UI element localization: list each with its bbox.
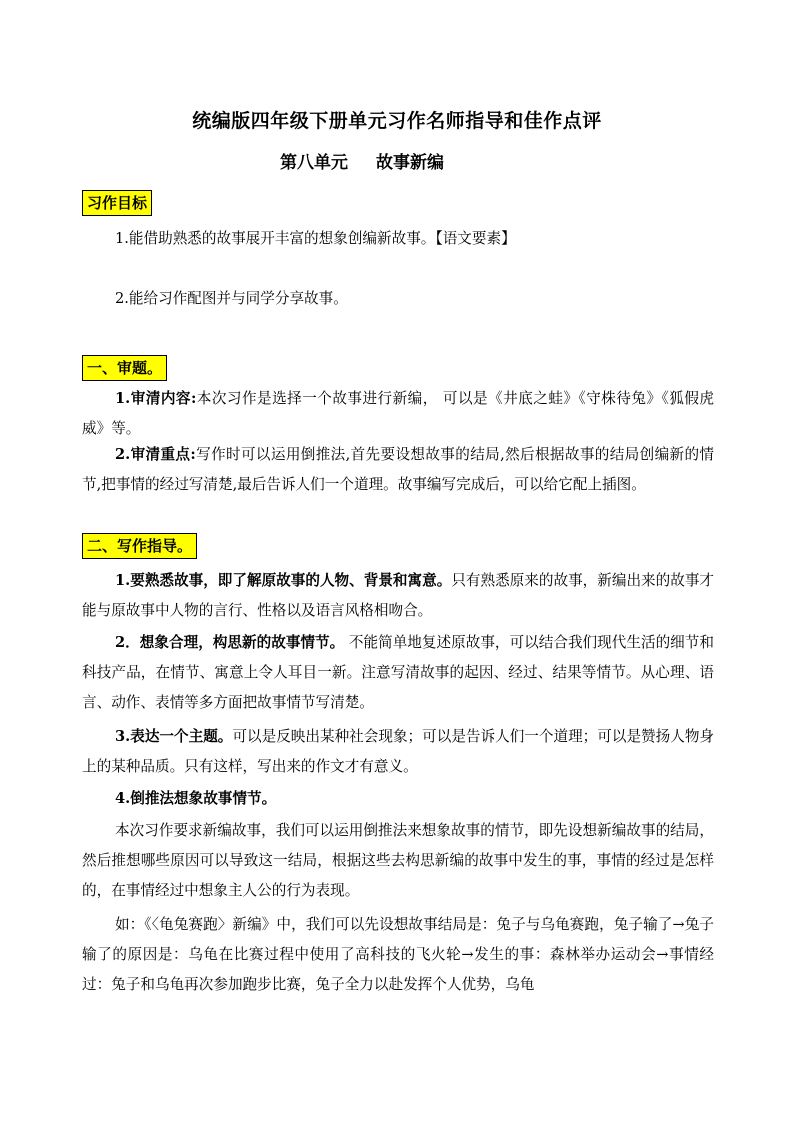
review-tag: 一、审题。 (82, 355, 167, 381)
guide-paragraph (82, 784, 714, 814)
guide-paragraph (82, 722, 714, 782)
review-lead: 2.审清重点: (115, 446, 196, 463)
goal-item: 2.能给习作配图并与同学分享故事。 (115, 290, 348, 307)
guide-lead: 3.表达一个主题。 (115, 728, 233, 745)
guide-text: 可以是反映出某种社会现象；可以是告诉人们一个道理；可以是赞扬人物身上的某种品质。只有这样，写出来的作文才有意义。 (82, 728, 715, 775)
review-lead: 1.审清内容: (115, 390, 197, 407)
review-text: 写作时可以运用倒推法,首先要设想故事的结局,然后根据故事的结局创编新的情节,把事情的经过写清楚,最后告诉人们一个道理。故事编写完成后，可以给它配上插图。 (82, 446, 715, 493)
guide-paragraph: 如：《〈龟兔赛跑〉新编》中，我们可以先设想故事结局是：兔子与乌龟赛跑，兔子输了→兔子输了的原因是：乌龟在比赛过程中使用了高科技的飞火轮→发生的事：森林举办运动会→事情经过：兔子和乌龟再次参加跑步比赛，兔子全力以赴发挥个人优势，乌龟 (82, 916, 714, 993)
guide-lead: 4.倒推法想象故事情节。 (115, 790, 277, 807)
topic-label: 故事新编 (376, 153, 444, 173)
goal-item: 1.能借助熟悉的故事展开丰富的想象创编新故事。【语文要素】 (115, 230, 516, 247)
guide-paragraph (82, 566, 714, 626)
goals-tag: 习作目标 (82, 190, 152, 216)
guide-lead: 1.要熟悉故事，即了解原故事的人物、背景和寓意。 (115, 572, 452, 589)
unit-heading (280, 148, 444, 173)
document-title: 统编版四年级下册单元习作名师指导和佳作点评 (192, 110, 602, 132)
guide-tag: 二、写作指导。 (82, 533, 197, 559)
review-text: 本次习作是选择一个故事进行新编， 可以是《井底之蛙》《守株待兔》《狐假虎威》等。 (82, 390, 715, 437)
guide-lead: 2．想象合理，构思新的故事情节。 (115, 634, 345, 651)
guide-text: 只有熟悉原来的故事，新编出来的故事才能与原故事中人物的言行、性格以及语言风格相吻合。 (82, 572, 715, 619)
guide-paragraph: 本次习作要求新编故事，我们可以运用倒推法来想象故事的情节，即先设想新编故事的结局，然后推想哪些原因可以导致这一结局，根据这些去构思新编的故事中发生的事，事情的经过是怎样的，在事情经过中想象主人公的行为表现。 (82, 822, 714, 899)
review-paragraph (82, 440, 714, 500)
review-paragraph (82, 384, 714, 444)
guide-paragraph (82, 628, 714, 718)
guide-text: 不能简单地复述原故事，可以结合我们现代生活的细节和科技产品，在情节、寓意上令人耳目一新。注意写清故事的起因、经过、结果等情节。从心理、语言、动作、表情等多方面把故事情节写清楚。 (82, 634, 714, 711)
unit-label: 第八单元 (280, 153, 348, 173)
